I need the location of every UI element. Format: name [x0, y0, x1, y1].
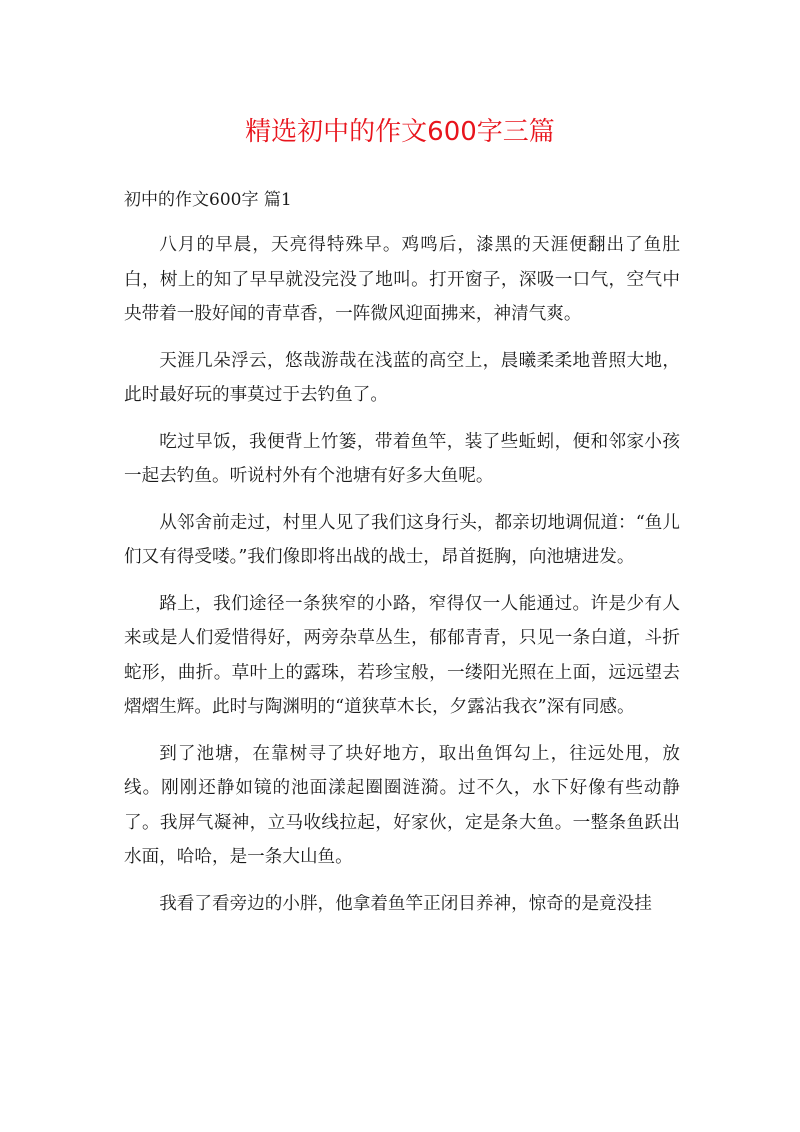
paragraph-7: 我看了看旁边的小胖，他拿着鱼竿正闭目养神，惊奇的是竟没挂 — [159, 893, 652, 914]
section-heading: 初中的作文600字 篇1 — [124, 190, 292, 210]
paragraph-2: 天涯几朵浮云，悠哉游哉在浅蓝的高空上，晨曦柔柔地普照大地，此时最好玩的事莫过于去钓鱼了。 — [124, 350, 680, 405]
paragraph-1: 八月的早晨，天亮得特殊早。鸡鸣后，漆黑的天涯便翻出了鱼肚白，树上的知了早早就没完没了地叫。打开窗子，深吸一口气，空气中央带着一股好闻的青草香，一阵微风迎面拂来，神清气爽。 — [124, 235, 680, 324]
paragraph-6: 到了池塘，在靠树寻了块好地方，取出鱼饵勾上，往远处甩，放线。刚刚还静如镜的池面漾起圈圈涟漪。过不久，水下好像有些动静了。我屏气凝神，立马收线拉起，好家伙，定是条大鱼。一整条鱼跃出水面，哈哈，是一条大山鱼。 — [124, 743, 680, 867]
paragraph-5: 路上，我们途径一条狭窄的小路，窄得仅一人能通过。许是少有人来或是人们爱惜得好，两旁杂草丛生，郁郁青青，只见一条白道，斗折蛇形，曲折。草叶上的露珠，若珍宝般，一缕阳光照在上面，远远望去熠熠生辉。此时与陶渊明的“道狭草木长，夕露沾我衣”深有同感。 — [124, 593, 680, 717]
document-body — [124, 228, 680, 933]
document-title: 精选初中的作文600字三篇 — [245, 117, 555, 147]
paragraph-4: 从邻舍前走过，村里人见了我们这身行头，都亲切地调侃道：“鱼儿们又有得受喽。”我们像即将出战的战士，昂首挺胸，向池塘进发。 — [124, 512, 680, 567]
paragraph-3: 吃过早饭，我便背上竹篓，带着鱼竿，装了些蚯蚓，便和邻家小孩一起去钓鱼。听说村外有个池塘有好多大鱼呢。 — [124, 431, 680, 486]
